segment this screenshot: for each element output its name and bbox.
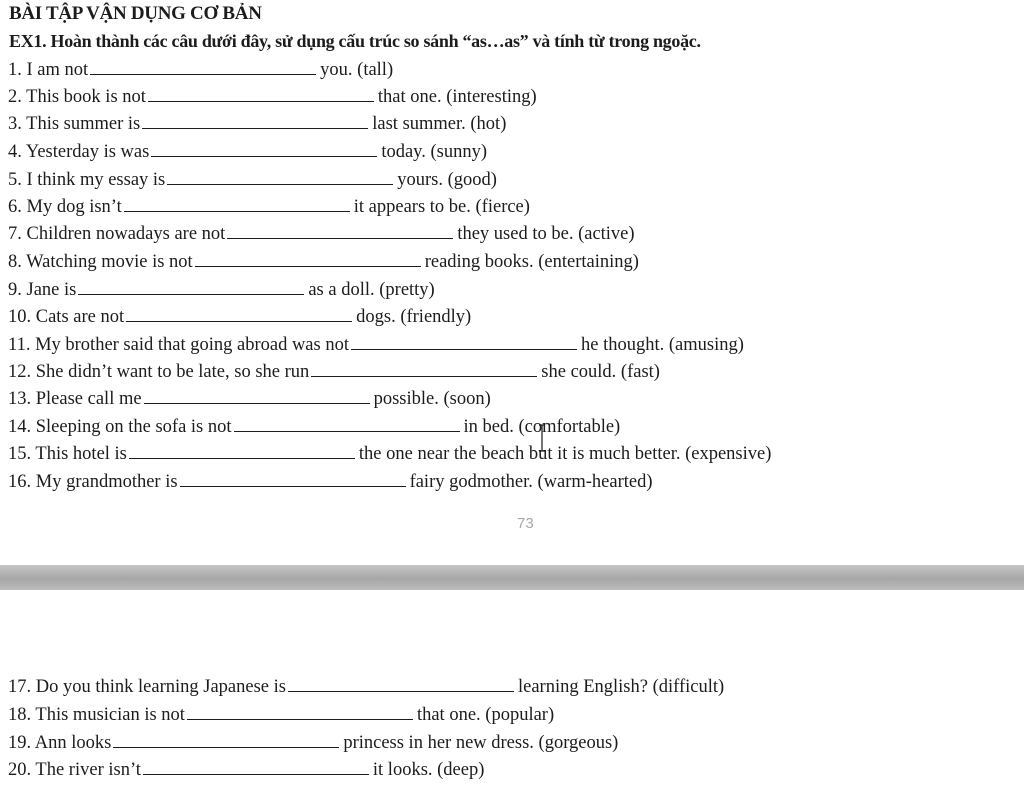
answer-blank[interactable] (113, 733, 339, 748)
question-line: 7. Children nowadays are not they used to be. (active) (8, 224, 635, 244)
question-line: 20. The river isn’t it looks. (deep) (8, 760, 485, 780)
question-line: 12. She didn’t want to be late, so she run she could. (fast) (8, 362, 660, 382)
answer-blank[interactable] (126, 307, 352, 322)
page-number: 73 (517, 515, 534, 532)
question-line: 18. This musician is not that one. (popular) (8, 705, 555, 725)
answer-blank[interactable] (195, 252, 421, 267)
question-line: 4. Yesterday is was today. (sunny) (8, 142, 487, 162)
answer-blank[interactable] (90, 60, 316, 75)
answer-blank[interactable] (124, 197, 350, 212)
answer-blank[interactable] (151, 142, 377, 157)
page-separator (0, 565, 1024, 590)
answer-blank[interactable] (187, 705, 413, 720)
answer-blank[interactable] (144, 389, 370, 404)
answer-blank[interactable] (180, 472, 406, 487)
question-line: 5. I think my essay is yours. (good) (8, 170, 497, 190)
question-line: 9. Jane is as a doll. (pretty) (8, 280, 435, 300)
answer-blank[interactable] (234, 417, 460, 432)
answer-blank[interactable] (288, 677, 514, 692)
exercise-instruction: EX1. Hoàn thành các câu dưới đây, sử dụng cấu trúc so sánh “as…as” và tính từ trong ngoặc. (9, 31, 701, 51)
question-line: 3. This summer is last summer. (hot) (8, 114, 507, 134)
question-line: 2. This book is not that one. (interesting) (8, 87, 537, 107)
answer-blank[interactable] (129, 444, 355, 459)
answer-blank[interactable] (143, 760, 369, 775)
question-line: 6. My dog isn’t it appears to be. (fierce) (8, 197, 530, 217)
question-line: 19. Ann looks princess in her new dress. (gorgeous) (8, 733, 619, 753)
question-line: 8. Watching movie is not reading books. (entertaining) (8, 252, 639, 272)
document-page-2 (0, 590, 1024, 789)
answer-blank[interactable] (167, 170, 393, 185)
answer-blank[interactable] (227, 224, 453, 239)
answer-blank[interactable] (148, 87, 374, 102)
exercise-heading: BÀI TẬP VẬN DỤNG CƠ BẢN (9, 3, 262, 24)
answer-blank[interactable] (78, 280, 304, 295)
answer-blank[interactable] (351, 335, 577, 350)
question-line: 10. Cats are not dogs. (friendly) (8, 307, 472, 327)
question-line: 16. My grandmother is fairy godmother. (warm-hearted) (8, 472, 653, 492)
question-line: 1. I am not you. (tall) (8, 60, 394, 80)
question-line: 14. Sleeping on the sofa is not in bed. (comfortable) (8, 417, 621, 437)
answer-blank[interactable] (142, 114, 368, 129)
question-line: 17. Do you think learning Japanese is learning English? (difficult) (8, 677, 725, 697)
answer-blank[interactable] (311, 362, 537, 377)
question-line: 13. Please call me possible. (soon) (8, 389, 491, 409)
question-line: 15. This hotel is the one near the beach but it is much better. (expensive) (8, 444, 772, 464)
question-line: 11. My brother said that going abroad was not he thought. (amusing) (8, 335, 744, 355)
text-cursor-icon (538, 424, 546, 452)
